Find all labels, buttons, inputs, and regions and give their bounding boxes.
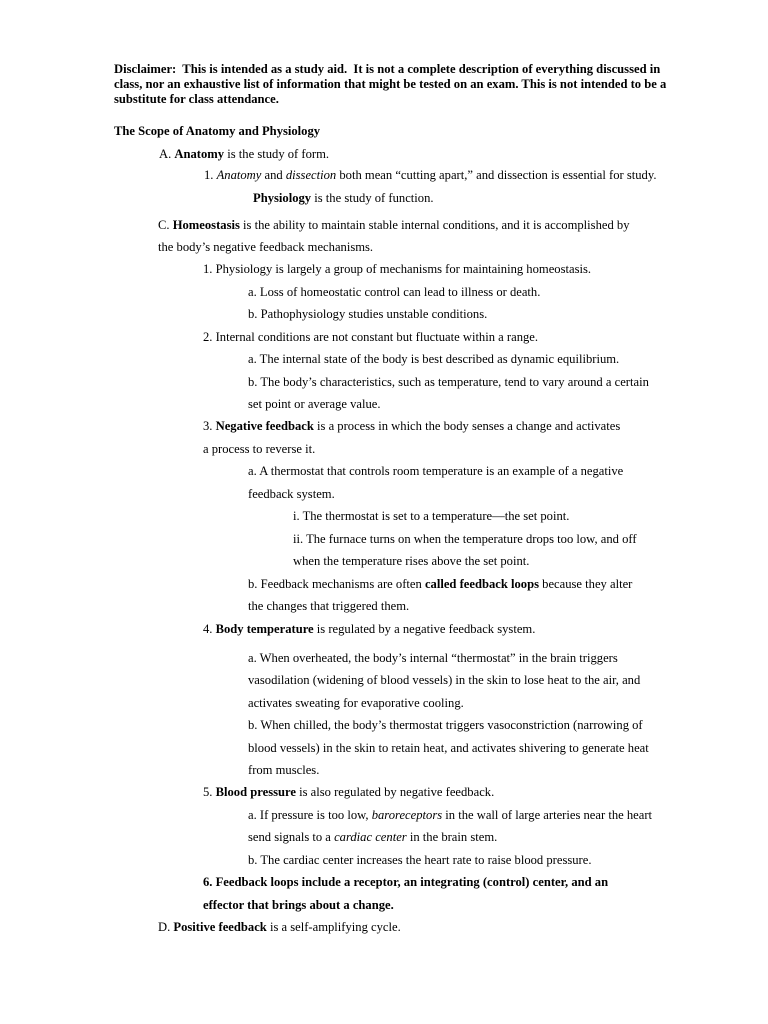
term-cardiac-center: cardiac center [334,830,407,844]
disclaimer: Disclaimer: This is intended as a study aid. It is not a complete description of everything discussed in class, nor an exhaustive list of information that might be tested on an exam. This is not intended to be a substitute for class attendance. [114,62,667,107]
outline-item-c4b-line2: blood vessels) in the skin to retain heat, and activates shivering to generate heat [248,741,649,755]
item-text: a. If pressure is too low, [248,808,372,822]
item-prefix: 4. [203,622,216,636]
outline-item-c2a: a. The internal state of the body is best described as dynamic equilibrium. [248,352,620,366]
outline-item-c1a: a. Loss of homeostatic control can lead to illness or death. [248,285,541,299]
outline-item-c6-continuation: effector that brings about a change. [203,898,394,912]
outline-item-c3b [248,576,632,592]
outline-item-c1: 1. Physiology is largely a group of mechanisms for maintaining homeostasis. [203,262,592,276]
outline-item-c4a-line3: activates sweating for evaporative cooling. [248,696,464,710]
outline-item-c3-continuation: a process to reverse it. [203,442,316,456]
item-prefix: 5. [203,785,216,799]
outline-item-c5a [248,807,652,823]
item-text: in the brain stem. [406,830,498,844]
outline-item-c3 [203,418,620,434]
outline-item-a [159,146,329,162]
term-positive-feedback: Positive feedback [173,920,267,934]
item-text: and [261,168,286,182]
item-text: b. Feedback mechanisms are often [248,577,425,591]
term-homeostasis: Homeostasis [172,218,240,232]
outline-item-c3a: a. A thermostat that controls room temperature is an example of a negative [248,464,624,478]
item-text: is the ability to maintain stable internal conditions, and it is accomplished by [239,218,630,232]
outline-item-c4b-line3: from muscles. [248,763,320,777]
outline-item-c4a: a. When overheated, the body’s internal “thermostat” in the brain triggers [248,651,618,665]
outline-item-c3aii-continuation: when the temperature rises above the set point. [293,554,530,568]
outline-item-c4 [203,621,535,637]
item-prefix: C. [158,218,173,232]
item-text: is a self-amplifying cycle. [266,920,401,934]
outline-item-c6: 6. Feedback loops include a receptor, an integrating (control) center, and an [203,875,609,889]
item-text: both mean “cutting apart,” and dissection is essential for study. [336,168,657,182]
item-text: send signals to a [248,830,335,844]
term-feedback-loops: called feedback loops [424,577,539,591]
item-text: because they alter [539,577,633,591]
term-anatomy-italic: Anatomy [216,168,262,182]
item-text: in the wall of large arteries near the heart [442,808,653,822]
outline-item-c4a-line2: vasodilation (widening of blood vessels) in the skin to lose heat to the air, and [248,673,641,687]
item-text: is a process in which the body senses a change and activates [313,419,621,433]
outline-item-c [158,217,630,233]
term-blood-pressure: Blood pressure [215,785,296,799]
outline-item-d [158,919,401,935]
outline-item-c2: 2. Internal conditions are not constant but fluctuate within a range. [203,330,539,344]
outline-item-c-continuation: the body’s negative feedback mechanisms. [158,240,374,254]
item-prefix: 1. [204,168,217,182]
item-text: is also regulated by negative feedback. [295,785,495,799]
outline-item-c3aii: ii. The furnace turns on when the temperature drops too low, and off [293,532,637,546]
term-body-temperature: Body temperature [215,622,314,636]
term-negative-feedback: Negative feedback [215,419,314,433]
item-text: is the study of form. [224,147,330,161]
outline-item-c3ai: i. The thermostat is set to a temperature—the set point. [293,509,570,523]
term-baroreceptors: baroreceptors [371,808,443,822]
outline-item-c2b: b. The body’s characteristics, such as temperature, tend to vary around a certain [248,375,649,389]
section-heading: The Scope of Anatomy and Physiology [114,124,321,138]
outline-item-c2b-continuation: set point or average value. [248,397,381,411]
term-physiology: Physiology [253,191,312,205]
item-prefix: A. [159,147,175,161]
item-text: is the study of function. [311,191,434,205]
outline-item-a1 [204,167,656,183]
outline-item-c1b: b. Pathophysiology studies unstable conditions. [248,307,488,321]
outline-item-c5 [203,784,494,800]
outline-item-c5b: b. The cardiac center increases the heart rate to raise blood pressure. [248,853,592,867]
item-text: is regulated by a negative feedback system. [313,622,536,636]
item-prefix: D. [158,920,174,934]
outline-item-physiology [253,190,434,206]
outline-item-c3b-continuation: the changes that triggered them. [248,599,410,613]
term-dissection-italic: dissection [285,168,337,182]
outline-item-c5a-continuation [248,829,497,845]
term-anatomy: Anatomy [174,147,225,161]
outline-item-c4b: b. When chilled, the body’s thermostat triggers vasoconstriction (narrowing of [248,718,643,732]
outline-item-c3a-continuation: feedback system. [248,487,335,501]
item-prefix: 3. [203,419,216,433]
